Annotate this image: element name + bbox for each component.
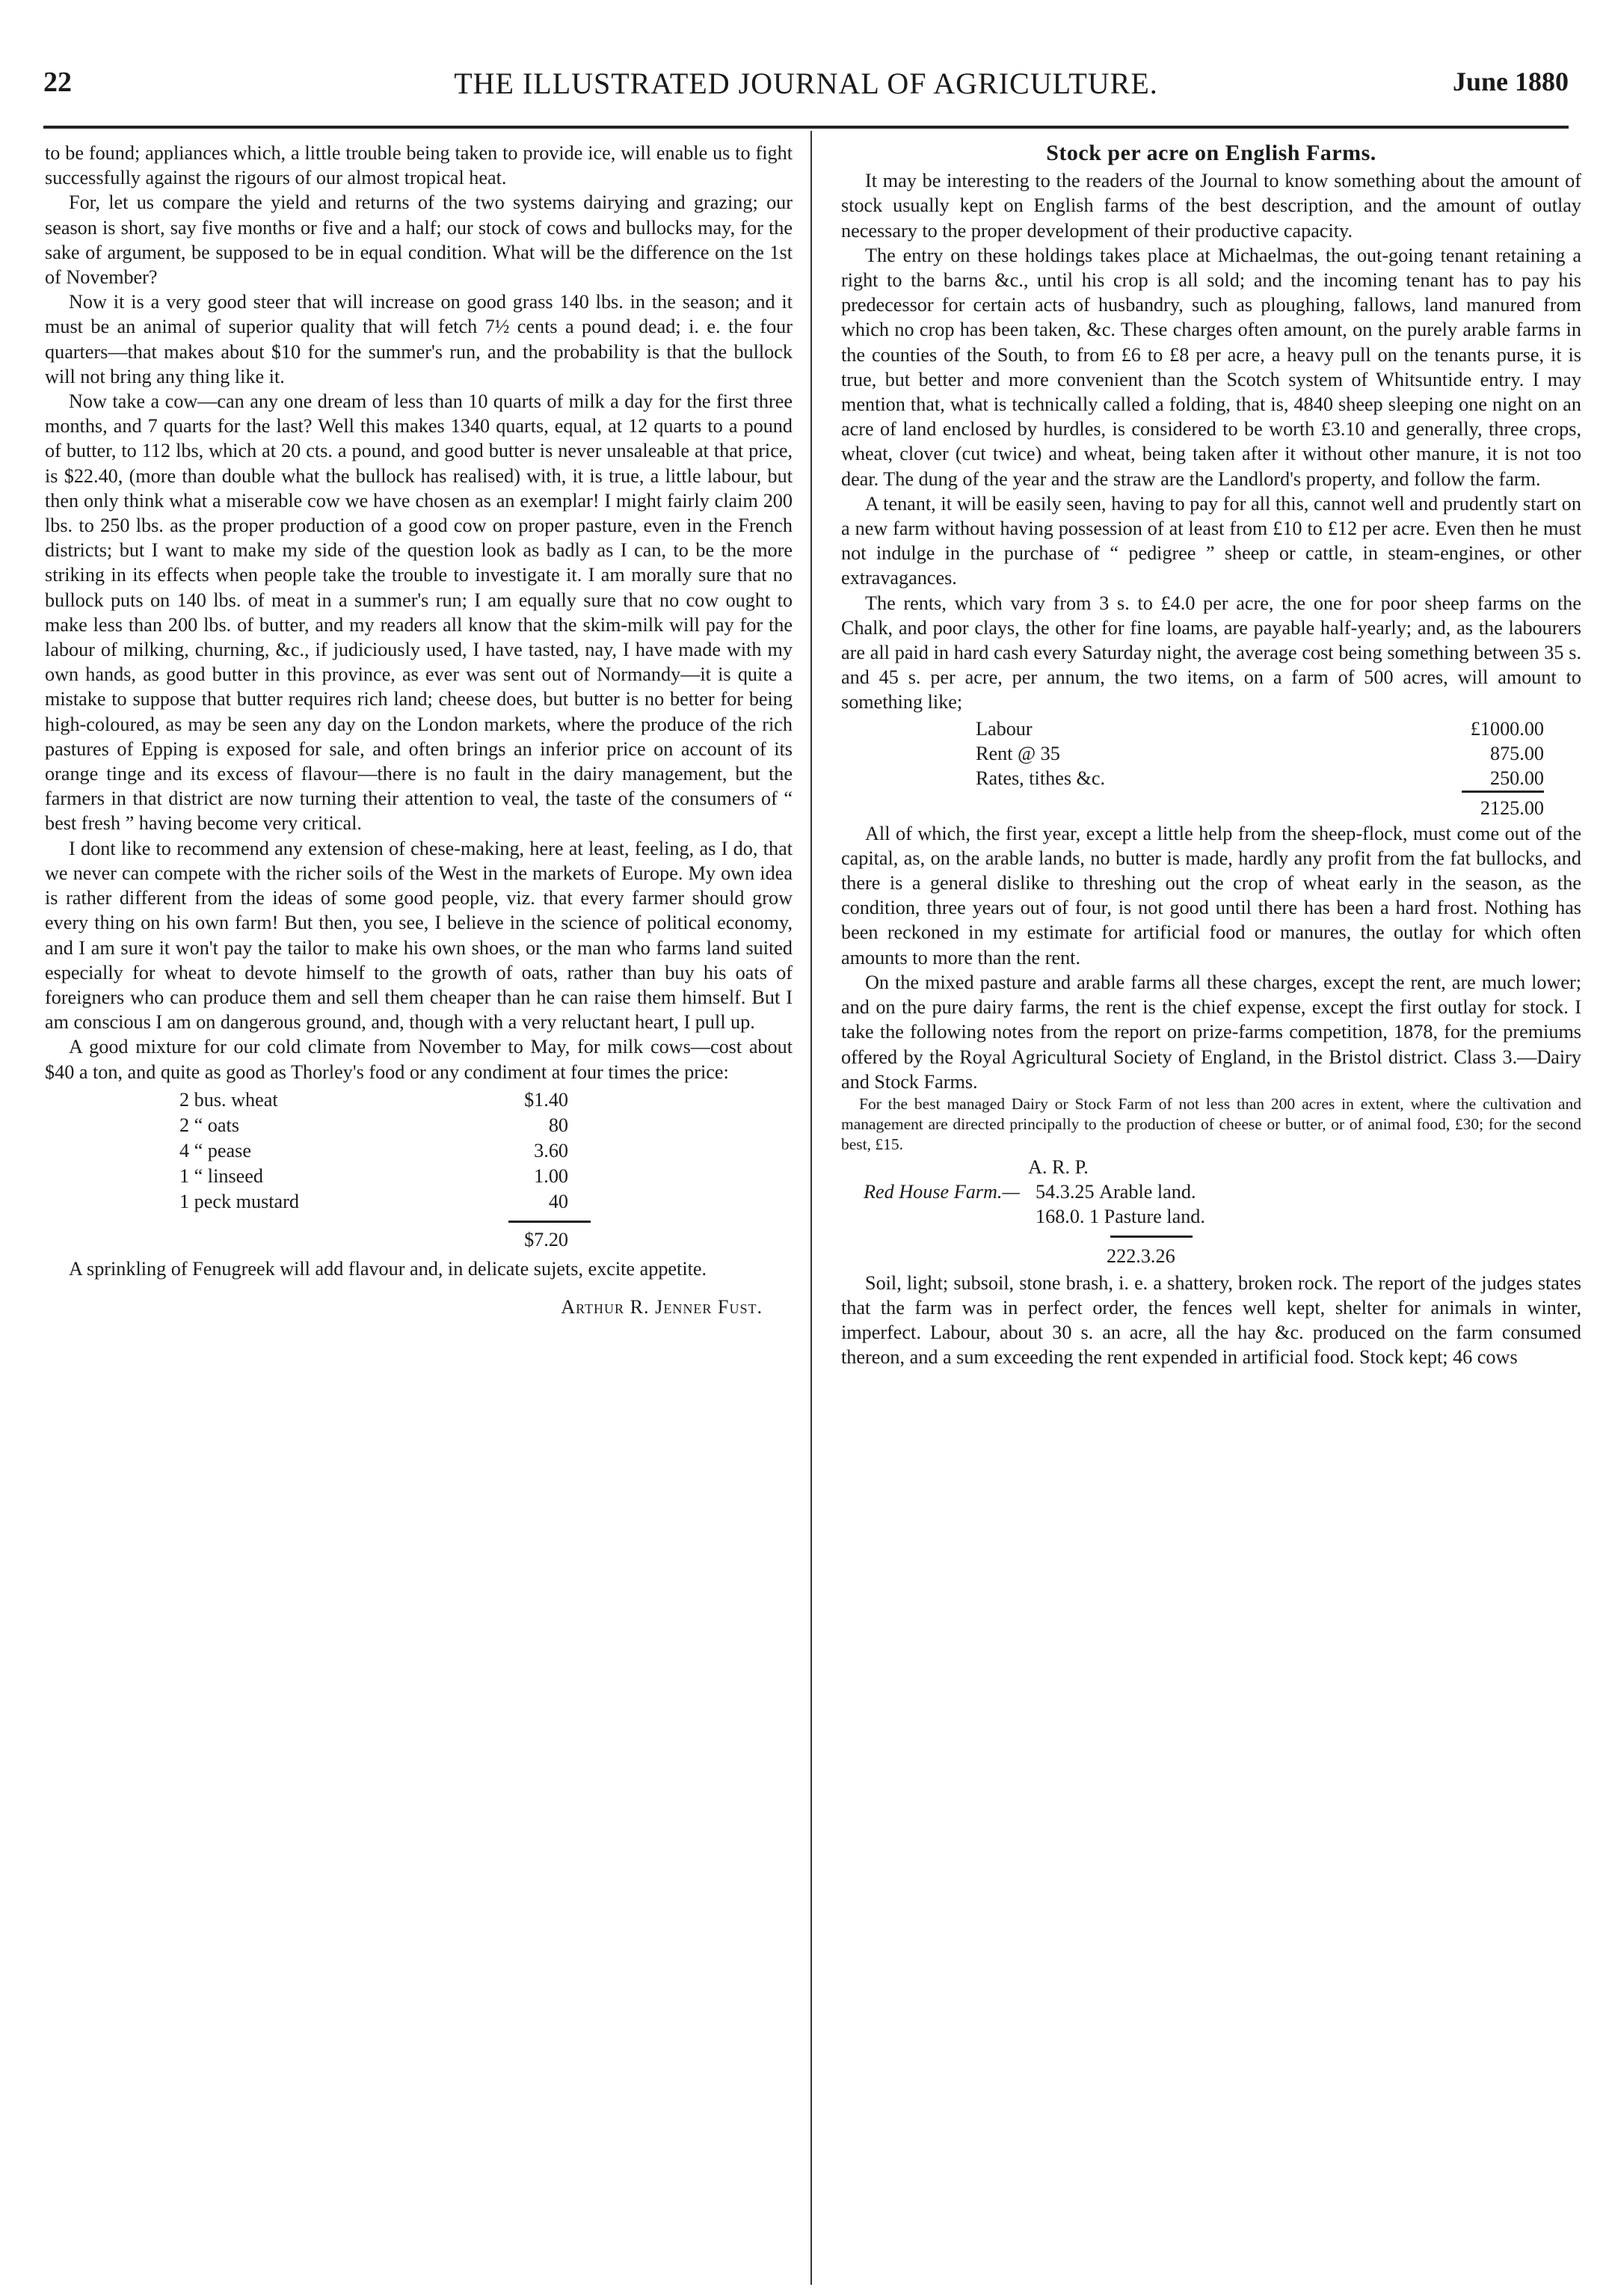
prize-note: For the best managed Dairy or Stock Farm of not less than 200 acres in extent, where the cultivation and management are directed principally to the production of cheese or butter, or of animal food, £30; for the second best, £15. (841, 1094, 1581, 1153)
cost-item: 4 “ pease (179, 1139, 251, 1161)
paragraph: I dont like to recommend any extension of chese-making, here at least, feeling, as I do, that we never can compete with the richer soils of the West in the markets of Europe. My own idea is rather different from the ideas of some good people, viz. that every farmer should grow every thing on his own farm! But then, you see, I believe in the science of political economy, and I am sure it won't pay the tailor to make his own shoes, or the man who farms land suited especially for wheat to devote himself to the growth of oats, rather than buy his oats of foreigners who can produce them and sell them cheaper than he can raise them himself. But I am conscious I am on dangerous ground, and, though with a very reluctant heart, I pull up. (45, 837, 793, 1034)
cost-price: 3.60 (534, 1139, 568, 1161)
ledger-label: Rent @ 35 (976, 742, 1060, 764)
cost-item: 1 “ linseed (179, 1164, 263, 1187)
ledger-label: Labour (976, 717, 1033, 740)
left-column (45, 141, 793, 1319)
acreage-row (864, 1204, 1581, 1229)
paragraph: Now take a cow—can any one dream of less than 10 quarts of milk a day for the first three months, and 7 quarts for the last? Well this makes 1340 quarts, equal, at 12 quarts to a pound of butter, to 112 lbs, which at 20 cts. a pound, and good butter is never unsaleable at that price, is $22.40, (more than double what the bullock has realised) with, it is true, a little labour, but then only think what a miserable cow we have chosen as an exemplar! I might fairly claim 200 lbs. to 250 lbs. as the proper production of a good cow on proper pasture, even in the French districts; but I want to make my side of the question look as badly as I can, to be the more striking in its effects when people take the trouble to investigate it. I am morally sure that no bullock puts on 140 lbs. of meat in a summer's run; I am equally sure that no cow ought to make less than 200 lbs. of butter, and my readers all know that the skim-milk will pay for the labour of milking, churning, &c., if judiciously used, I have tasted, nay, I have made with my own hands, as good butter in this province, as ever was sent out of Normandy—it is quite a mistake to suppose that butter requires rich land; cheese does, but butter is no better for being high-coloured, as may be seen any day on the London markets, where the produce of the rich pastures of Epping is exposed for sale, and often brings an inferior price on account of its orange tinge and its excess of flavour—there is no fault in the dairy management, but the farmers in that district are now turning their attention to veal, the taste of the consumers of “ best fresh ” having become very critical. (45, 390, 793, 835)
ledger-row (976, 766, 1544, 791)
farm-name: Red House Farm.— (864, 1181, 1020, 1203)
paragraph: The entry on these holdings takes place at Michaelmas, the out-going tenant retaining a right to the barns &c., until his crop is all sold; and the incoming tenant has to pay his predecessor for certain acts of husbandry, such as ploughing, fallows, land manured from which no crop has been taken, &c. These charges often amount, on the purely arable farms in the counties of the South, to from £6 to £8 per acre, a heavy pull on the tenants purse, it is true, but better and more convenient than the Scotch system of Whitsuntide entry. I may mention that, what is technically called a folding, that is, 4840 sheep sleeping one night on an acre of land enclosed by hurdles, is considered to be worth £3.10 and generally, three crops, wheat, clover (cut twice) and wheat, being taken after it without other manure, it is not too dear. The dung of the year and the straw are the Landlord's property, and follow the farm. (841, 244, 1581, 490)
paragraph: A tenant, it will be easily seen, having to pay for all this, cannot well and prudently start on a new farm without having possession of at least from £10 to £12 per acre. Even then he must not indulge in the purchase of “ pedigree ” sheep or cattle, in steam-engines, or other extravagances. (841, 492, 1581, 589)
acreage-desc: Pasture land. (1104, 1206, 1205, 1228)
cost-price: 1.00 (534, 1164, 568, 1187)
cost-item: 1 peck mustard (179, 1190, 299, 1212)
farm-acreage (864, 1155, 1581, 1271)
feed-cost-table (179, 1087, 568, 1215)
ledger-total: 2125.00 (1462, 791, 1544, 821)
cost-row (179, 1087, 568, 1113)
cost-price: $1.40 (524, 1088, 568, 1111)
cost-item: 2 “ oats (179, 1114, 239, 1136)
cost-item: 2 bus. wheat (179, 1088, 278, 1111)
header-rule (43, 126, 1569, 129)
column-divider (810, 131, 812, 2285)
ledger-label: Rates, tithes &c. (976, 767, 1106, 789)
expense-ledger (976, 716, 1544, 821)
cost-row (179, 1138, 568, 1164)
cost-row (179, 1189, 568, 1215)
ledger-amount: 250.00 (1489, 767, 1544, 789)
ledger-amount: 875.00 (1489, 742, 1544, 764)
page-number: 22 (43, 67, 72, 98)
acreage-value: 168.0. 1 (1036, 1206, 1100, 1228)
acreage-header: A. R. P. (1028, 1155, 1089, 1178)
paragraph: For, let us compare the yield and returns of the two systems dairying and grazing; our season is short, say five months or five and a half; our stock of cows and bullocks may, for the sake of argument, be supposed to be in equal condition. What will be the difference on the 1st of November? (45, 191, 793, 289)
section-title: Stock per acre on English Farms. (1046, 141, 1376, 165)
cost-row (179, 1113, 568, 1138)
page-header (43, 66, 1569, 103)
acreage-desc: Arable land. (1099, 1181, 1196, 1203)
acreage-value: 54.3.25 (1036, 1181, 1095, 1203)
cost-price: 40 (548, 1190, 568, 1212)
paragraph: It may be interesting to the readers of the Journal to know something about the amount of stock usually kept on English farms of the best description, and the amount of outlay necessary to the proper development of their productive capacity. (841, 170, 1581, 242)
ledger-row (976, 716, 1544, 741)
cost-total: $7.20 (524, 1228, 568, 1250)
paragraph: On the mixed pasture and arable farms all these charges, except the rent, are much lower; and on the pure dairy farms, the rent is the chief expense, except the first outlay for stock. I take the following notes from the report on prize-farms competition, 1878, for the premiums offered by the Royal Agricultural Society of England, in the Bristol district. Class 3.—Dairy and Stock Farms. (841, 971, 1581, 1093)
paragraph: A sprinkling of Fenugreek will add flavour and, in delicate sujets, excite appetite. (69, 1257, 707, 1280)
paragraph: All of which, the first year, except a little help from the sheep-flock, must come out of the capital, as, on the arable lands, no butter is made, hardly any profit from the fat bullocks, and there is a general dislike to threshing out the crop of wheat early in the season, as the condition, three years out of four, is not good until there has been a hard frost. Nothing has been reckoned in my estimate for artificial food or manures, the outlay for which often amounts to more than the rent. (841, 822, 1581, 969)
author-byline: Arthur R. Jenner Fust. (561, 1296, 763, 1319)
journal-title: THE ILLUSTRATED JOURNAL OF AGRICULTURE. (454, 67, 1158, 100)
ledger-row (976, 741, 1544, 766)
paragraph: Soil, light; subsoil, stone brash, i. e. a shattery, broken rock. The report of the judges states that the farm was in perfect order, the fences well kept, shelter for animals in winter, imperfect. Labour, about 30 s. an acre, all the hay &c. produced on the farm consumed thereon, and a sum exceeding the rent expended in artificial food. Stock kept; 46 cows (841, 1271, 1581, 1369)
acreage-row (864, 1179, 1581, 1204)
right-column (841, 141, 1581, 1369)
acreage-total: 222.3.26 (1107, 1244, 1175, 1267)
paragraph: A good mixture for our cold climate from November to May, for milk cows—cost about $40 a ton, and quite as good as Thorley's food or any condiment at four times the price: (45, 1036, 793, 1083)
paragraph: Now it is a very good steer that will increase on good grass 140 lbs. in the season; and it must be an animal of superior quality that will fetch 7½ cents a pound dead; i. e. the four quarters—that makes about $10 for the summer's run, and the probability is that the bullock will not bring any thing like it. (45, 291, 793, 387)
sum-rule (508, 1221, 591, 1223)
issue-date: June 1880 (1452, 67, 1569, 96)
cost-price: 80 (548, 1114, 568, 1136)
sum-rule (1110, 1236, 1193, 1238)
cost-row (179, 1164, 568, 1189)
ledger-amount: £1000.00 (1470, 717, 1544, 740)
paragraph: The rents, which vary from 3 s. to £4.0 per acre, the one for poor sheep farms on the Chalk, and poor clays, the other for fine loams, are payable half-yearly; and, as the labourers are all paid in hard cash every Saturday night, the average cost being something between 35 s. and 45 s. per acre, per annum, the two items, on a farm of 500 acres, will amount to something like; (841, 592, 1581, 713)
paragraph: to be found; appliances which, a little trouble being taken to provide ice, will enable us to fight successfully against the rigours of our almost tropical heat. (45, 142, 793, 189)
